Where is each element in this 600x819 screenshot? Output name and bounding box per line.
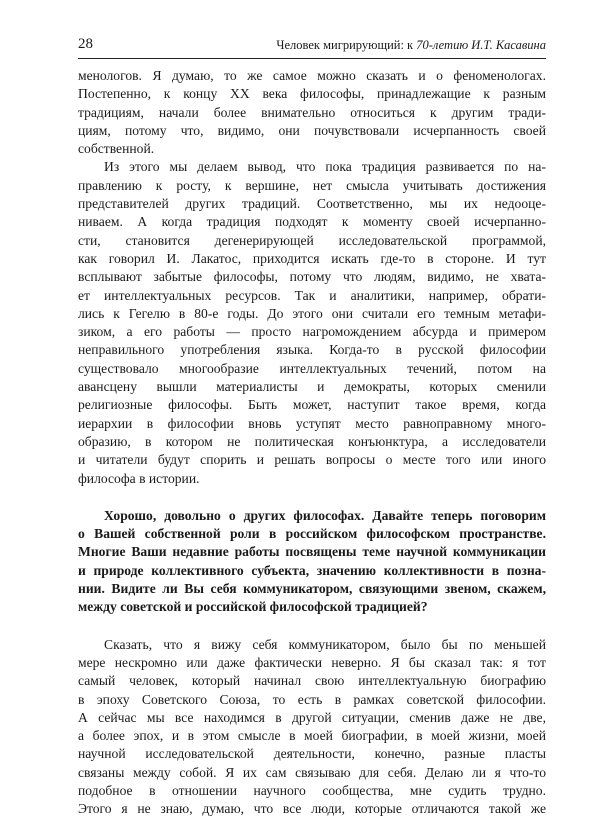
text-line: Многие Ваши недавние работы посвящены теме научной коммуникации: [78, 544, 546, 560]
text-line: Хорошо, довольно о других философах. Давайте теперь поговорим: [104, 507, 546, 523]
text-line: А сейчас мы все находимся в другой ситуации, сменив даже не две,: [78, 709, 546, 725]
text-line: как говорил И. Лакатос, приходится искать где-то в стороне. И тут: [78, 250, 546, 266]
text-line: связаны между собой. Я их сам связываю для себя. Делаю ли я что-то: [78, 764, 546, 780]
answer-paragraph: [78, 636, 546, 819]
text-line: авансцену вышли материалисты и демократы, которых сменили: [78, 379, 546, 395]
text-line: лись к Гегелю в 80-е годы. До этого они считали его темным метафи-: [78, 305, 546, 321]
text-line: Этого я не знаю, думаю, что все люди, которые отличаются такой же: [78, 801, 546, 817]
text-line: а более эпох, и в этом смысле в моей биографии, в моей жизни, моей: [78, 728, 546, 744]
text-line: менологов. Я думаю, то же самое можно сказать и о феноменологах.: [78, 68, 546, 83]
text-line: собственной.: [78, 141, 155, 157]
interview-question: [78, 507, 546, 617]
text-line: и природе коллективного субъекта, значению коллективности в позна-: [78, 562, 546, 578]
text-line: ниваем. А когда традиция подходят к моменту своей исчерпанно-: [78, 214, 546, 230]
text-line: сти, становится дегенерирующей исследовательской программой,: [78, 232, 546, 248]
text-line: научной исследовательской деятельности, конечно, разные пласты: [78, 746, 546, 762]
text-line: о Вашей собственной роли в российском философском пространстве.: [78, 526, 546, 542]
text-line: зиком, а его работы — просто нагромождением абсурда и примером: [78, 324, 546, 340]
text-line: между советской и российской философской традицией?: [78, 599, 428, 615]
paragraph: [78, 158, 546, 487]
text-line: философа в истории.: [78, 470, 200, 486]
text-line: циям, потому что, видимо, они почувствовали исчерпанность своей: [78, 122, 546, 138]
text-line: ет интеллектуальных ресурсов. Так и аналитики, например, обрати-: [78, 287, 546, 303]
text-line: религиозные философы. Быть может, наступит такое время, когда: [78, 397, 546, 413]
text-line: мере нескромно или даже фактически неверно. Я бы сказал так: я тот: [78, 654, 546, 670]
running-title: [276, 38, 546, 53]
text-line: неправильного употребления языка. Когда-то в русской философии: [78, 342, 546, 358]
running-title-italic: 70-летию И.Т. Касавина: [416, 38, 546, 52]
text-line: правлению к росту, к вершине, нет смысла учитывать достижения: [78, 177, 546, 193]
text-line: нии. Видите ли Вы себя коммуникатором, связующими звеном, скажем,: [78, 581, 546, 597]
text-line: Из этого мы делаем вывод, что пока традиция развивается по на-: [104, 159, 546, 175]
text-line: самый человек, который начинал свою интеллектуальную биографию: [78, 673, 546, 689]
text-line: в эпоху Советского Союза, то есть в рамках советской философии.: [78, 691, 546, 707]
text-line: подобное в отношении научного сообщества, мне судить трудно.: [78, 782, 546, 798]
page-body: [78, 67, 546, 819]
running-title-plain: Человек мигрирующий: к: [276, 38, 417, 52]
paragraph: [78, 67, 546, 158]
text-line: всплывают забытые философы, потому что людям, видимо, не хвата-: [78, 269, 546, 285]
text-line: существовало многообразие интеллектуальных течений, потом на: [78, 360, 546, 376]
text-line: и читатели будут спорить и решать вопросы о месте того или иного: [78, 452, 546, 468]
text-line: традициям, начали более внимательно относиться к другим тради-: [78, 104, 546, 120]
page-number: 28: [78, 36, 93, 52]
text-line: Сказать, что я вижу себя коммуникатором, было бы по меньшей: [104, 636, 546, 652]
text-line: Постепенно, к концу XX века философы, принадлежащие к разным: [78, 86, 546, 102]
page-header: [78, 36, 546, 59]
text-line: иерархии в философии вновь уступят место равноправному много-: [78, 415, 546, 431]
text-line: представителей других традиций. Соответственно, мы их недооце-: [78, 196, 546, 212]
text-line: образию, в котором не политическая конъюнктура, а исследователи: [78, 433, 546, 449]
